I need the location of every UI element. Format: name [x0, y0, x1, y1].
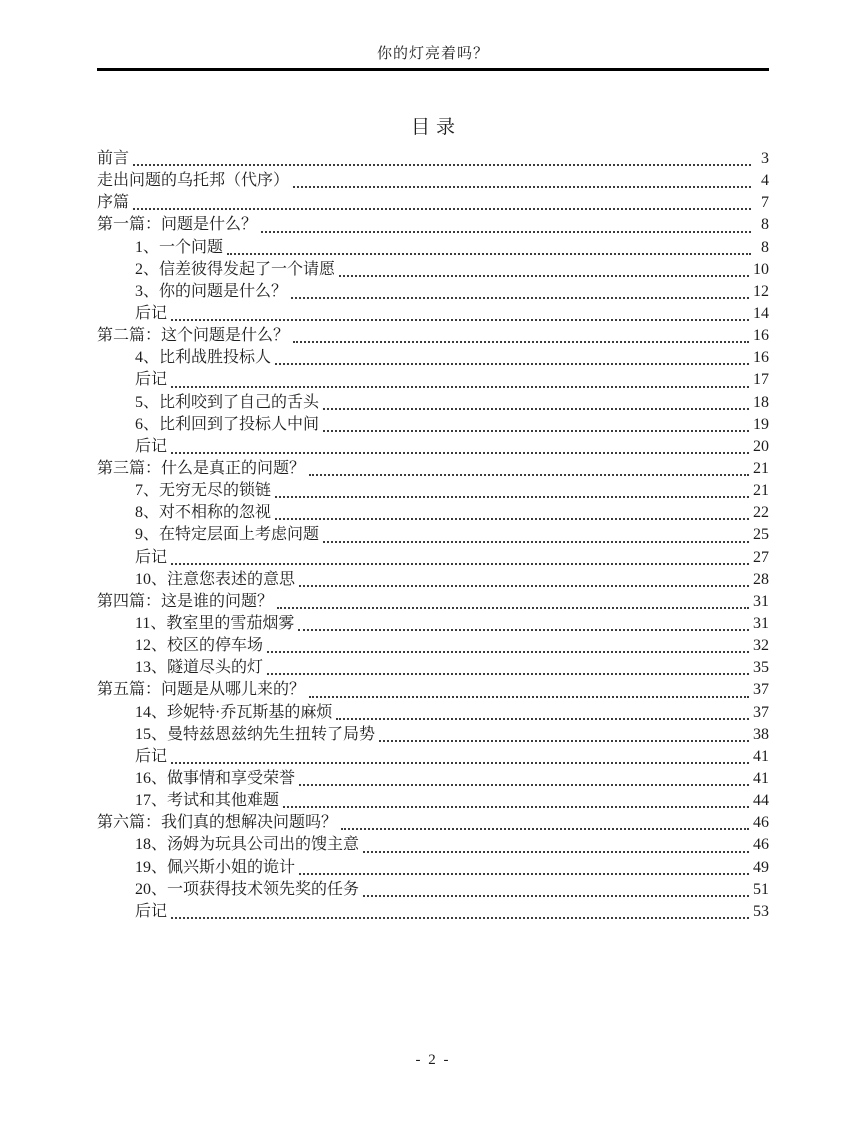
- toc-entry: [97, 458, 769, 480]
- toc-entry-label: 后记: [135, 747, 168, 765]
- toc-entry-label: 8、对不相称的忽视: [135, 504, 272, 522]
- toc-entry-page-number: 8: [761, 216, 769, 234]
- toc-entry-page-number: 18: [753, 393, 769, 411]
- toc-dot-leader: [334, 702, 751, 724]
- toc-dot-leader: [361, 834, 751, 856]
- toc-dot-leader: [273, 502, 751, 524]
- toc-entry-label: 11、教室里的雪茄烟雾: [135, 614, 295, 632]
- toc-entry-label: 1、一个问题: [135, 238, 224, 256]
- toc-entry-page-number: 38: [753, 725, 769, 743]
- toc-entry-page-number: 17: [753, 371, 769, 389]
- toc-entry: [97, 192, 769, 214]
- toc-entry-page-number: 31: [753, 614, 769, 632]
- toc-entry: [97, 502, 769, 524]
- toc-dot-leader: [297, 857, 751, 879]
- toc-entry: [97, 170, 769, 192]
- toc-entry: [97, 746, 769, 768]
- toc-entry: [97, 524, 769, 546]
- toc-entry: [97, 635, 769, 657]
- toc-entry: [97, 436, 769, 458]
- toc-entry-page-number: 10: [753, 260, 769, 278]
- toc-entry-label: 14、珍妮特·乔瓦斯基的麻烦: [135, 703, 333, 721]
- toc-dot-leader: [169, 436, 751, 458]
- toc-entry-page-number: 51: [753, 880, 769, 898]
- header-rule: [97, 68, 769, 71]
- toc-entry: [97, 657, 769, 679]
- toc-dot-leader: [291, 325, 751, 347]
- toc-entry-page-number: 46: [753, 836, 769, 854]
- toc-entry-label: 第五篇：问题是从哪儿来的？: [97, 681, 306, 699]
- toc-entry: [97, 879, 769, 901]
- toc-entry-label: 6、比利回到了投标人中间: [135, 415, 320, 433]
- toc-entry-page-number: 25: [753, 526, 769, 544]
- toc-dot-leader: [169, 303, 751, 325]
- toc-entry-label: 10、注意您表述的意思: [135, 570, 296, 588]
- toc-entry: [97, 679, 769, 701]
- toc-dot-leader: [307, 458, 751, 480]
- running-head-book-title: 你的灯亮着吗？: [376, 46, 489, 62]
- toc-entry-page-number: 41: [753, 769, 769, 787]
- toc-entry-label: 5、比利咬到了自己的舌头: [135, 393, 320, 411]
- toc-dot-leader: [225, 237, 753, 259]
- toc-entry: [97, 569, 769, 591]
- toc-entry-page-number: 12: [753, 282, 769, 300]
- toc-entry-label: 12、校区的停车场: [135, 637, 264, 655]
- toc-entry-page-number: 14: [753, 304, 769, 322]
- toc-dot-leader: [321, 524, 751, 546]
- toc-dot-leader: [361, 879, 751, 901]
- toc-entry: [97, 214, 769, 236]
- toc-entry-page-number: 46: [753, 814, 769, 832]
- toc-entry-page-number: 19: [753, 415, 769, 433]
- toc-entry: [97, 702, 769, 724]
- toc-dot-leader: [265, 657, 751, 679]
- toc-entry-label: 后记: [135, 371, 168, 389]
- toc-entry: [97, 480, 769, 502]
- toc-entry-label: 9、在特定层面上考虑问题: [135, 526, 320, 544]
- toc-entry-label: 4、比利战胜投标人: [135, 349, 272, 367]
- toc-entry-label: 15、曼特兹恩兹纳先生扭转了局势: [135, 725, 376, 743]
- toc-entry-page-number: 32: [753, 637, 769, 655]
- toc-entry-page-number: 37: [753, 703, 769, 721]
- toc-entry: [97, 325, 769, 347]
- toc-dot-leader: [296, 613, 751, 635]
- toc-entry-label: 3、你的问题是什么？: [135, 282, 288, 300]
- toc-entry: [97, 303, 769, 325]
- toc-dot-leader: [281, 790, 751, 812]
- toc-entry-label: 序篇: [97, 194, 130, 212]
- toc-entry-page-number: 49: [753, 858, 769, 876]
- toc-dot-leader: [289, 281, 751, 303]
- toc-entry-page-number: 21: [753, 482, 769, 500]
- toc-entry-page-number: 16: [753, 349, 769, 367]
- toc-entry-label: 前言: [97, 150, 130, 167]
- toc-entry-label: 后记: [135, 437, 168, 455]
- toc-entry-page-number: 27: [753, 548, 769, 566]
- toc-entry: [97, 901, 769, 923]
- toc-dot-leader: [169, 901, 751, 923]
- toc-dot-leader: [131, 192, 753, 214]
- toc-entry-page-number: 37: [753, 681, 769, 699]
- toc-entry: [97, 392, 769, 414]
- toc-entry: [97, 259, 769, 281]
- toc-entry-label: 第六篇：我们真的想解决问题吗？: [97, 814, 338, 832]
- toc-entry: [97, 790, 769, 812]
- toc-entry-label: 2、信差彼得发起了一个请愿: [135, 260, 336, 278]
- toc-entry-label: 走出问题的乌托邦（代序）: [97, 172, 290, 190]
- toc-entry-label: 后记: [135, 304, 168, 322]
- footer-page-number: - 2 -: [415, 1052, 451, 1068]
- toc-entry: [97, 812, 769, 834]
- toc-entry-page-number: 31: [753, 592, 769, 610]
- toc-heading: 目录: [410, 117, 461, 138]
- toc-entry-page-number: 28: [753, 570, 769, 588]
- toc-dot-leader: [291, 170, 753, 192]
- toc-entry-page-number: 8: [761, 238, 769, 256]
- toc-dot-leader: [169, 369, 751, 391]
- toc-entry-page-number: 3: [761, 150, 769, 167]
- toc-dot-leader: [297, 569, 751, 591]
- toc-entry-label: 19、佩兴斯小姐的诡计: [135, 858, 296, 876]
- toc-entry-page-number: 22: [753, 504, 769, 522]
- toc-entry-label: 18、汤姆为玩具公司出的馊主意: [135, 836, 360, 854]
- toc-dot-leader: [273, 347, 751, 369]
- toc-entry-page-number: 4: [761, 172, 769, 190]
- toc-entry-page-number: 35: [753, 659, 769, 677]
- toc-entry: [97, 369, 769, 391]
- toc-entry-label: 16、做事情和享受荣誉: [135, 769, 296, 787]
- toc-dot-leader: [169, 746, 751, 768]
- toc-entry-label: 17、考试和其他难题: [135, 792, 280, 810]
- toc-entry-label: 后记: [135, 902, 168, 920]
- toc-dot-leader: [131, 148, 753, 170]
- toc-dot-leader: [337, 259, 751, 281]
- toc-dot-leader: [259, 214, 753, 236]
- toc-entry-label: 后记: [135, 548, 168, 566]
- toc-entry: [97, 281, 769, 303]
- toc-entry: [97, 237, 769, 259]
- toc-entry: [97, 591, 769, 613]
- toc-entry: [97, 834, 769, 856]
- toc-entry: [97, 414, 769, 436]
- toc-entry-page-number: 16: [753, 327, 769, 345]
- toc-dot-leader: [339, 812, 751, 834]
- toc-entry-label: 7、无穷无尽的锁链: [135, 482, 272, 500]
- toc-dot-leader: [377, 724, 751, 746]
- toc-dot-leader: [321, 392, 751, 414]
- toc-dot-leader: [169, 547, 751, 569]
- toc-entry: [97, 857, 769, 879]
- toc-entry: [97, 347, 769, 369]
- toc-entry-page-number: 20: [753, 437, 769, 455]
- toc-entry-page-number: 44: [753, 792, 769, 810]
- toc-dot-leader: [265, 635, 751, 657]
- toc-entry-label: 第二篇：这个问题是什么？: [97, 327, 290, 345]
- toc-entry-label: 20、一项获得技术领先奖的任务: [135, 880, 360, 898]
- toc-entry: [97, 547, 769, 569]
- toc-dot-leader: [273, 480, 751, 502]
- toc-entry-page-number: 41: [753, 747, 769, 765]
- toc-entry-label: 第三篇：什么是真正的问题？: [97, 459, 306, 477]
- toc-entry-label: 第四篇：这是谁的问题？: [97, 592, 274, 610]
- toc-entry: [97, 148, 769, 170]
- toc-entry-label: 第一篇：问题是什么？: [97, 216, 258, 234]
- toc-entry-label: 13、隧道尽头的灯: [135, 659, 264, 677]
- toc-dot-leader: [275, 591, 751, 613]
- toc-dot-leader: [297, 768, 751, 790]
- toc-dot-leader: [321, 414, 751, 436]
- toc-entry: [97, 613, 769, 635]
- page-header: [97, 0, 769, 71]
- toc-entry-page-number: 7: [761, 194, 769, 212]
- toc-entry: [97, 768, 769, 790]
- toc-entry-page-number: 21: [753, 459, 769, 477]
- toc-list: [97, 148, 769, 923]
- toc-entry: [97, 724, 769, 746]
- toc-entry-page-number: 53: [753, 902, 769, 920]
- toc-dot-leader: [307, 679, 751, 701]
